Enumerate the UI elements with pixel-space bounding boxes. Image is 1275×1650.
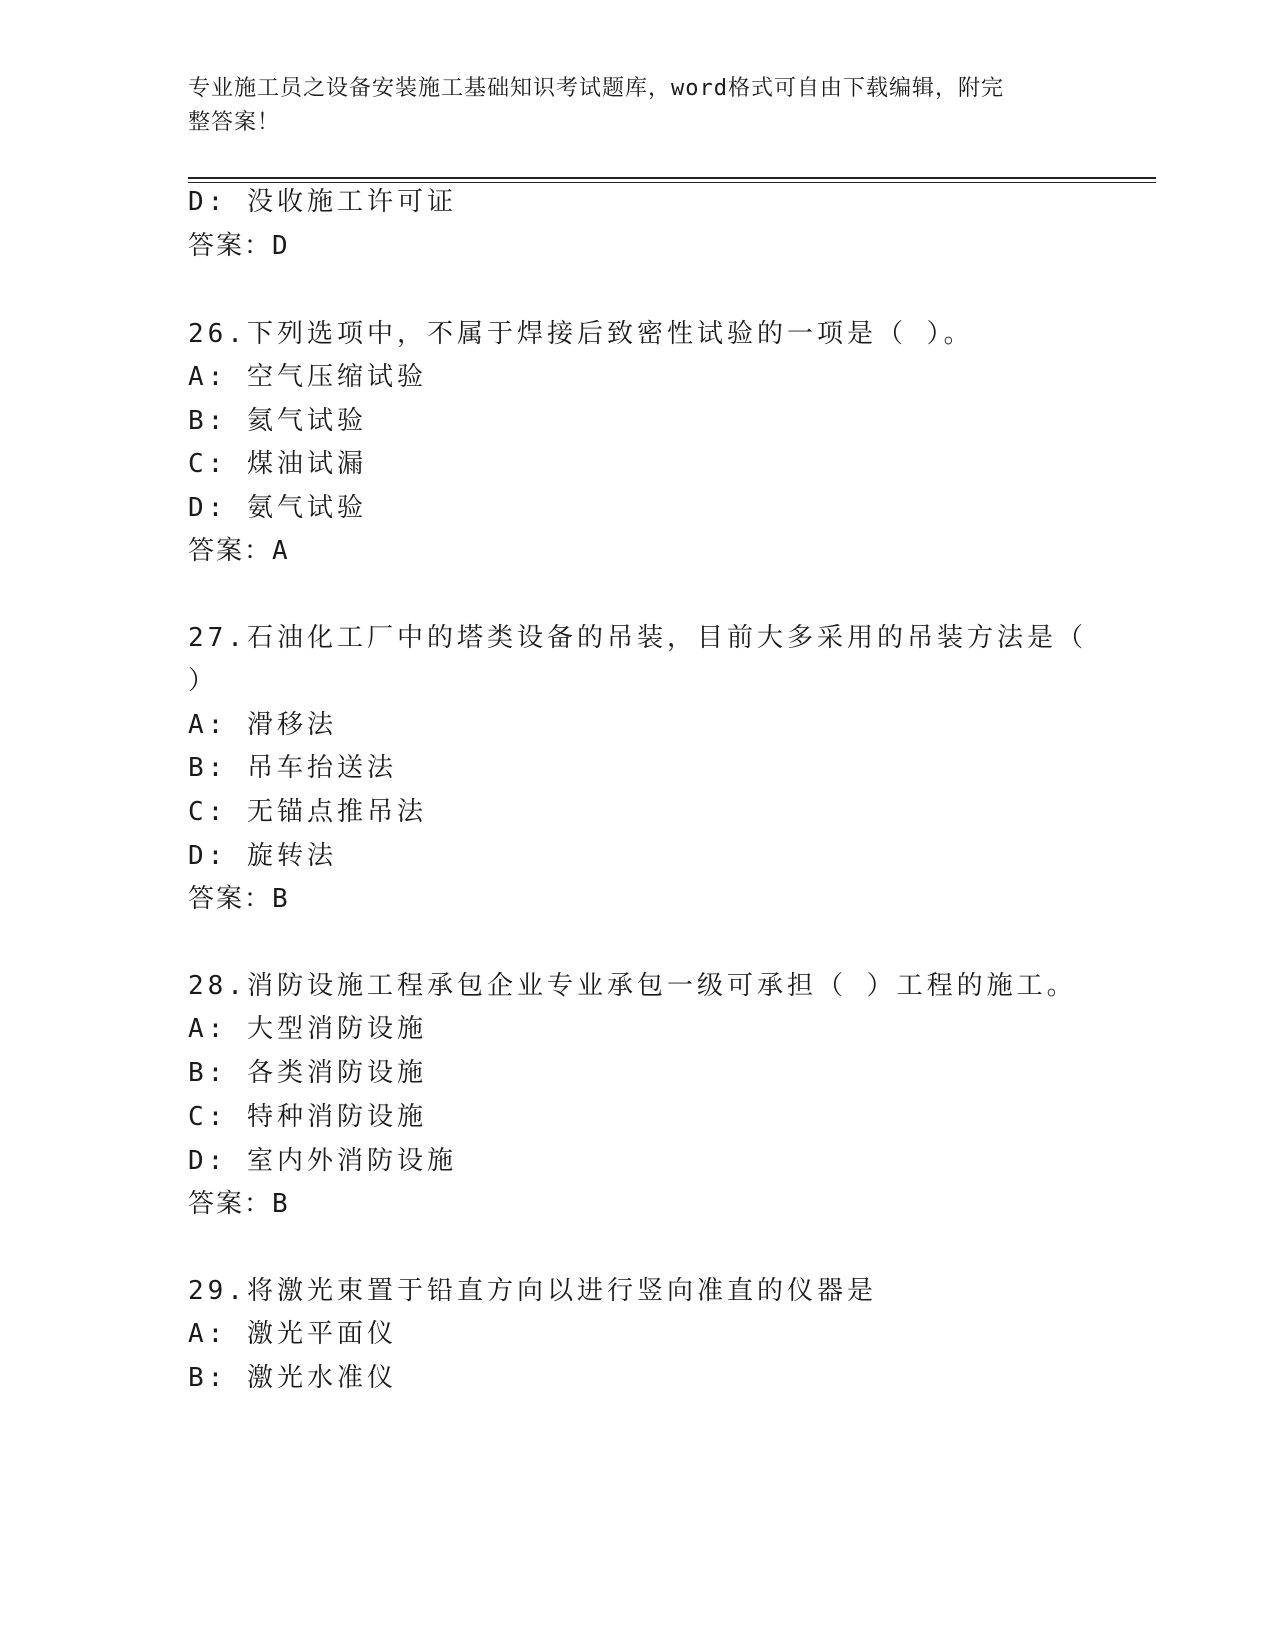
question-27-stem: 27.石油化工厂中的塔类设备的吊装，目前大多采用的吊装方法是（ (188, 623, 1087, 653)
question-29-stem: 29.将激光束置于铅直方向以进行竖向准直的仪器是 (188, 1276, 877, 1306)
question-27-option-d: D: 旋转法 (188, 841, 337, 871)
question-28-option-b: B: 各类消防设施 (188, 1058, 427, 1088)
header-divider-thick (188, 177, 1156, 179)
option-d-previous: D: 没收施工许可证 (188, 187, 457, 217)
header-line-1: 专业施工员之设备安装施工基础知识考试题库，word格式可自由下载编辑，附完 (188, 76, 1004, 101)
question-26-option-c: C: 煤油试漏 (188, 449, 367, 479)
question-26-option-b: B: 氦气试验 (188, 406, 367, 436)
question-26-option-a: A: 空气压缩试验 (188, 362, 427, 392)
question-28-stem: 28.消防设施工程承包企业专业承包一级可承担（ ）工程的施工。 (188, 971, 1077, 1001)
document-header (188, 72, 1068, 140)
header-divider-thin (188, 182, 1156, 183)
question-26-stem: 26.下列选项中，不属于焊接后致密性试验的一项是（ ）。 (188, 319, 974, 349)
question-29-option-b: B: 激光水准仪 (188, 1363, 397, 1393)
question-27-option-a: A: 滑移法 (188, 710, 337, 740)
question-29-option-a: A: 激光平面仪 (188, 1319, 397, 1349)
question-28-option-a: A: 大型消防设施 (188, 1014, 427, 1044)
question-28-answer: 答案：B (188, 1189, 290, 1219)
header-line-2: 整答案！ (188, 110, 281, 135)
question-27-answer: 答案：B (188, 884, 290, 914)
question-28-option-d: D: 室内外消防设施 (188, 1146, 457, 1176)
question-27-option-b: B: 吊车抬送法 (188, 753, 397, 783)
question-28-option-c: C: 特种消防设施 (188, 1102, 427, 1132)
question-27-option-c: C: 无锚点推吊法 (188, 797, 427, 827)
question-27-stem-continued: ） (188, 666, 219, 696)
answer-previous: 答案：D (188, 231, 290, 261)
question-26-answer: 答案：A (188, 536, 290, 566)
question-26-option-d: D: 氨气试验 (188, 493, 367, 523)
